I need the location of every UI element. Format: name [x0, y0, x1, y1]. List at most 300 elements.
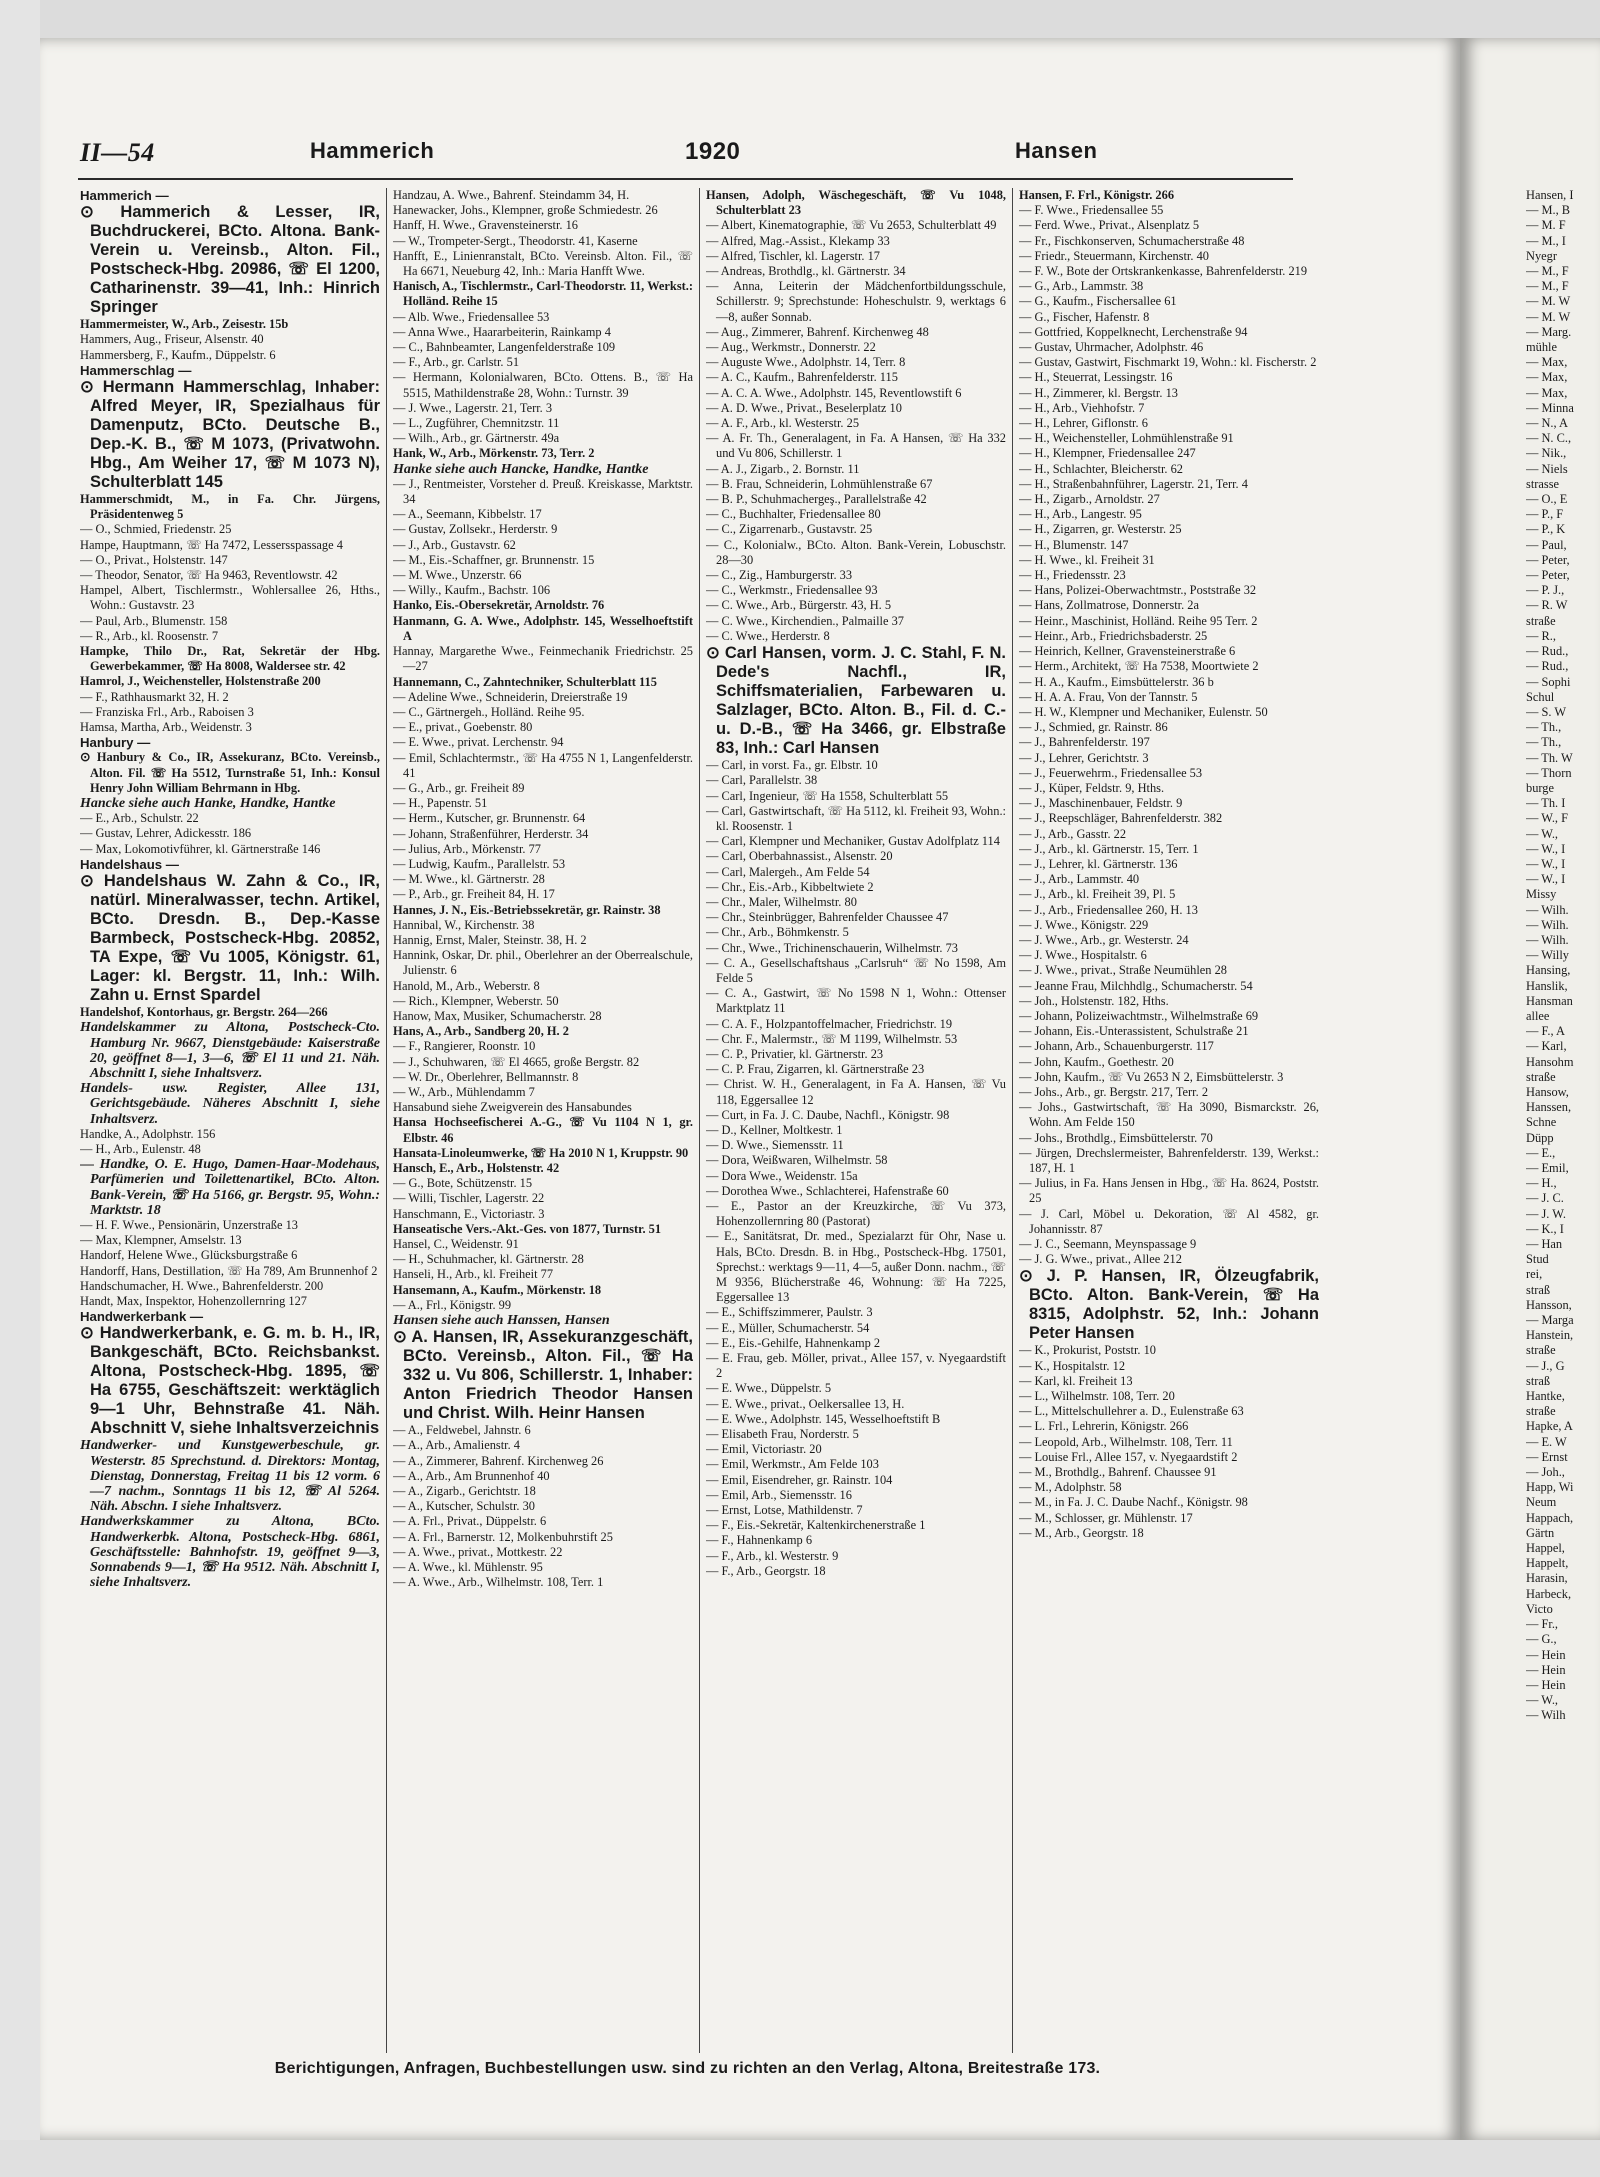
directory-entry: — A. F., Arb., kl. Westerstr. 25	[706, 416, 860, 431]
directory-entry: — J., Arb., kl. Gärtnerstr. 15, Terr. 1	[1019, 841, 1199, 856]
directory-entry: — Anna, Leiterin der Mädchenfortbildungsschule, Schillerstr. 9; Sprechstunde: Hoheschulstr. 9, werktags 6—8, außer Sonnab.	[706, 279, 1006, 324]
directory-column-1	[80, 188, 380, 2058]
directory-entry: Hammerschlag —	[80, 362, 192, 378]
directory-entry: — Heinrich, Kellner, Gravensteinerstraße 6	[1019, 644, 1236, 659]
facing-page-entry: — M. W	[1526, 294, 1571, 309]
directory-entry: — Leopold, Arb., Wilhelmstr. 108, Terr. 11	[1019, 1434, 1233, 1449]
directory-entry: ⊙ Handelshaus W. Zahn & Co., IR, natürl. Mineralwasser, techn. Artikel, BCto. Dresdn. B., Dep.-Kasse Barmbeck, Postscheck-Hbg. 20852, TA Expe, ☏ Vu 1005, Königstr. 61, Lager: kl. Bergstr. 11, Inh.: Wilh. Zahn u. Ernst Spardel	[80, 872, 380, 1005]
directory-entry: — J., Rentmeister, Vorsteher d. Preuß. Kreiskasse, Marktstr. 34	[393, 476, 693, 507]
directory-entry: Hanewacker, Johs., Klempner, große Schmiedestr. 26	[393, 203, 658, 218]
scan-top-border	[0, 0, 1600, 38]
directory-entry: — J., Arb., kl. Freiheit 39, Pl. 5	[1019, 887, 1176, 902]
directory-entry: — Carl, in vorst. Fa., gr. Elbstr. 10	[706, 758, 878, 773]
directory-entry: — J., Schmied, gr. Rainstr. 86	[1019, 720, 1168, 735]
facing-page-entry: straß	[1526, 1373, 1551, 1388]
directory-entry: — M., in Fa. J. C. Daube Nachf., Königstr. 98	[1019, 1495, 1248, 1510]
directory-entry: Handorf, Helene Wwe., Glücksburgstraße 6	[80, 1248, 298, 1263]
directory-entry: — M. Wwe., kl. Gärtnerstr. 28	[393, 872, 545, 887]
page-header	[80, 138, 1290, 172]
facing-page-entry: — Max,	[1526, 355, 1568, 370]
directory-entry: — L., Mittelschullehrer a. D., Eulenstraße 63	[1019, 1404, 1244, 1419]
directory-entry: Handelshof, Kontorhaus, gr. Bergstr. 264—266	[80, 1005, 328, 1020]
facing-page-entry: — Max,	[1526, 370, 1568, 385]
facing-page-entry: — Wilh	[1526, 1708, 1566, 1723]
directory-entry: — Gottfried, Koppelknecht, Lerchenstraße 94	[1019, 324, 1248, 339]
facing-page-entry: — Karl,	[1526, 1039, 1567, 1054]
facing-page-entry: — E.,	[1526, 1145, 1556, 1160]
directory-entry: — E., Pastor an der Kreuzkirche, ☏ Vu 373, Hohenzollernring 80 (Pastorat)	[706, 1198, 1006, 1229]
directory-entry: — H. A. A. Frau, Von der Tannstr. 5	[1019, 689, 1198, 704]
directory-entry: — Gustav, Zollsekr., Herderstr. 9	[393, 522, 558, 537]
directory-entry: — K., Prokurist, Poststr. 10	[1019, 1343, 1157, 1358]
directory-entry: — Theodor, Senator, ☏ Ha 9463, Reventlowstr. 42	[80, 568, 338, 583]
facing-page-entry: — P., K	[1526, 522, 1566, 537]
facing-page-entry: — R. W	[1526, 598, 1568, 613]
facing-page-entry: straße	[1526, 1069, 1556, 1084]
directory-entry: — Chr., Maler, Wilhelmstr. 80	[706, 894, 857, 909]
directory-entry: — Heinr., Maschinist, Holländ. Reihe 95 Terr. 2	[1019, 613, 1258, 628]
directory-entry: — Jürgen, Drechslermeister, Bahrenfelderstr. 139, Werkst.: 187, H. 1	[1019, 1145, 1319, 1175]
facing-page-entry: — Paul,	[1526, 537, 1567, 552]
directory-entry: Handwerkerbank —	[80, 1309, 204, 1325]
directory-entry: Hannibal, W., Kirchenstr. 38	[393, 917, 535, 932]
directory-entry: Hampe, Hauptmann, ☏ Ha 7472, Lessersspassage 4	[80, 537, 343, 552]
directory-entry: — A. C., Kaufm., Bahrenfelderstr. 115	[706, 370, 898, 385]
directory-entry: — Carl, Parallelstr. 38	[706, 773, 818, 788]
directory-entry: — J. Carl, Möbel u. Dekoration, ☏ Al 4582, gr. Johannisstr. 87	[1019, 1206, 1319, 1236]
facing-page-entry: Happelt,	[1526, 1556, 1569, 1571]
directory-entry: — A. Frl., Privat., Düppelstr. 6	[393, 1514, 547, 1529]
directory-entry: — E., Müller, Schumacherstr. 54	[706, 1320, 870, 1335]
directory-entry: Hansen, F. Frl., Königstr. 266	[1019, 188, 1175, 202]
directory-entry: Hanold, M., Arb., Weberstr. 8	[393, 978, 540, 993]
directory-entry: — Christ. W. H., Generalagent, in Fa A. Hansen, ☏ Vu 118, Eggersallee 12	[706, 1077, 1006, 1107]
directory-entry: Hammerich —	[80, 188, 169, 203]
facing-page-entry: — P. J.,	[1526, 583, 1565, 598]
directory-entry: — A. Fr. Th., Generalagent, in Fa. A Hansen, ☏ Ha 332 und Vu 806, Schillerstr. 1	[706, 431, 1006, 461]
directory-entry: — C. A., Gesellschaftshaus „Carlsruh“ ☏ No 1598, Am Felde 5	[706, 955, 1006, 985]
directory-entry: ⊙ Carl Hansen, vorm. J. C. Stahl, F. N. Dede's Nachfl., IR, Schiffsmaterialien, Farbewaren u. Salzlager, BCto. Alton. B., Fil. d. C.- u. D.-B., ☏ Ha 3466, gr. Elbstraße 83, Inh.: Carl Hansen	[706, 644, 1006, 758]
directory-entry: Hansen, Adolph, Wäschegeschäft, ☏ Vu 1048, Schulterblatt 23	[706, 188, 1006, 218]
directory-entry: — A. Wwe., kl. Mühlenstr. 95	[393, 1560, 543, 1575]
directory-entry: Hammerschmidt, M., in Fa. Chr. Jürgens, Präsidentenweg 5	[80, 492, 380, 522]
directory-entry: ⊙ Hanbury & Co., IR, Assekuranz, BCto. Vereinsb., Alton. Fil. ☏ Ha 5512, Turnstraße 51, Inh.: Konsul Henry John William Behrmann in Hbg.	[80, 750, 380, 795]
directory-entry: — Max, Lokomotivführer, kl. Gärtnerstraße 146	[80, 841, 321, 856]
directory-entry: ⊙ A. Hansen, IR, Assekuranzgeschäft, BCto. Vereinsb., Alton. Fil., ☏ Ha 332 u. Vu 806, Schillerstr. 1, Inhaber: Anton Friedrich Theodor Hansen und Christ. Wilh. Heinr Hansen	[393, 1328, 693, 1423]
directory-entry: Hansel, C., Weidenstr. 91	[393, 1237, 519, 1252]
directory-entry: — Andreas, Brothdlg., kl. Gärtnerstr. 34	[706, 264, 906, 279]
facing-page-entry: straße	[1526, 1404, 1556, 1419]
directory-entry: — Johs., Brothdlg., Eimsbüttelerstr. 70	[1019, 1130, 1213, 1145]
facing-page-entry: Hansman	[1526, 993, 1573, 1008]
directory-entry: — Emil, Arb., Siemensstr. 16	[706, 1487, 852, 1502]
directory-entry: Hanke siehe auch Hancke, Handke, Hantke	[393, 461, 649, 477]
directory-year: 1920	[685, 138, 741, 165]
directory-entry: — J., Küper, Feldstr. 9, Hths.	[1019, 780, 1165, 795]
directory-entry: Hansen siehe auch Hanssen, Hansen	[393, 1313, 610, 1329]
directory-entry: — Herm., Architekt, ☏ Ha 7538, Moortwiete 2	[1019, 659, 1259, 674]
directory-entry: — Alfred, Mag.-Assist., Klekamp 33	[706, 233, 890, 248]
directory-entry: — A., Seemann, Kibbelstr. 17	[393, 507, 542, 522]
directory-entry: — C., Gärtnergeh., Holländ. Reihe 95.	[393, 704, 585, 719]
directory-entry: — M., Schlosser, gr. Mühlenstr. 17	[1019, 1510, 1193, 1525]
directory-entry: — Emil, Eisendreher, gr. Rainstr. 104	[706, 1472, 893, 1487]
directory-entry: Hannay, Margarethe Wwe., Feinmechanik Friedrichstr. 25—27	[393, 644, 693, 674]
directory-entry: — Elisabeth Frau, Norderstr. 5	[706, 1427, 859, 1442]
directory-entry: — M. Wwe., Unzerstr. 66	[393, 568, 522, 583]
directory-entry: — M., Arb., Georgstr. 18	[1019, 1525, 1144, 1540]
facing-page-entry: — M. W	[1526, 309, 1571, 324]
facing-page-entry: — R.,	[1526, 628, 1556, 643]
directory-entry: Hampke, Thilo Dr., Rat, Sekretär der Hbg. Gewerbekammer, ☏ Ha 8008, Waldersee str. 42	[80, 644, 380, 674]
directory-entry: — H., Schuhmacher, kl. Gärtnerstr. 28	[393, 1252, 584, 1267]
directory-entry: — H., Weichensteller, Lohmühlenstraße 91	[1019, 431, 1234, 446]
directory-entry: — Johann, Eis.-Unterassistent, Schulstraße 21	[1019, 1024, 1249, 1039]
directory-entry: — H., Klempner, Friedensallee 247	[1019, 446, 1196, 461]
directory-entry: — R., Arb., kl. Roosenstr. 7	[80, 628, 219, 643]
directory-entry: — Dora, Weißwaren, Wilhelmstr. 58	[706, 1153, 888, 1168]
directory-entry: — Handke, O. E. Hugo, Damen-Haar-Modehaus, Parfümerien und Toilettenartikel, BCto. Alton. Bank-Verein, ☏ Ha 5166, gr. Bergstr. 95, Wohn.: Marktstr. 18	[80, 1157, 380, 1218]
directory-entry: — Willi, Tischler, Lagerstr. 22	[393, 1191, 545, 1206]
directory-entry: Hammermeister, W., Arb., Zeisestr. 15b	[80, 317, 289, 332]
directory-entry: — E. Frau, geb. Möller, privat., Allee 157, v. Nyegaardstift 2	[706, 1351, 1006, 1381]
directory-entry: Hansemann, A., Kaufm., Mörkenstr. 18	[393, 1282, 602, 1297]
facing-page-entry: — Thorn	[1526, 765, 1572, 780]
directory-entry: — D., Kellner, Moltkestr. 1	[706, 1122, 843, 1137]
directory-entry: — Emil, Victoriastr. 20	[706, 1442, 822, 1457]
directory-entry: — J., Bahrenfelderstr. 197	[1019, 735, 1150, 750]
directory-entry: — F., Arb., kl. Westerstr. 9	[706, 1548, 839, 1563]
directory-entry: — Curt, in Fa. J. C. Daube, Nachfl., Königstr. 98	[706, 1107, 950, 1122]
directory-entry: — W. Dr., Oberlehrer, Bellmannstr. 8	[393, 1069, 579, 1084]
directory-entry: — C. P., Privatier, kl. Gärtnerstr. 23	[706, 1046, 884, 1061]
directory-entry: — J. Wwe., Lagerstr. 21, Terr. 3	[393, 400, 553, 415]
directory-entry: — Alfred, Tischler, kl. Lagerstr. 17	[706, 248, 880, 263]
directory-entry: — C., Kolonialw., BCto. Alton. Bank-Verein, Lobuschstr. 28—30	[706, 537, 1006, 567]
directory-entry: Hanschmann, E., Victoriastr. 3	[393, 1206, 545, 1221]
directory-entry: — J. Wwe., Königstr. 229	[1019, 917, 1149, 932]
left-keyword: Hammerich	[310, 138, 435, 163]
directory-entry: Handelskammer zu Altona, Postscheck-Cto. Hamburg Nr. 9667, Dienstgebäude: Kaiserstraße 20, geöffnet 8—1, 3—6, ☏ El 11 und 21. Näh. Abschnitt I, siehe Inhaltsverz.	[80, 1020, 380, 1081]
directory-entry: — Fr., Fischkonserven, Schumacherstraße 48	[1019, 233, 1245, 248]
scan-bottom-border	[0, 2140, 1600, 2177]
directory-entry: — E., Sanitätsrat, Dr. med., Spezialarzt für Ohr, Nase u. Hals, BCto. Dresdn. B. in Hbg., Postscheck-Hbg. 17501, Sprechst.: werktags 9—11, 4—5, außer Donn. nachm., ☏ M 9356, Blücherstraße 46, Wohnung: ☏ Ha 7225, Eggersallee 13	[706, 1229, 1006, 1305]
facing-page-entry: — Max,	[1526, 385, 1568, 400]
directory-entry: — A., Kutscher, Schulstr. 30	[393, 1499, 535, 1514]
directory-entry: Hank, W., Arb., Mörkenstr. 73, Terr. 2	[393, 446, 595, 461]
directory-entry: — J., Arb., Lammstr. 40	[1019, 872, 1140, 887]
facing-page-entry: Hansson,	[1526, 1297, 1572, 1312]
directory-entry: Handels- usw. Register, Allee 131, Gerichtsgebäude. Näheres Abschnitt I, siehe Inhaltsverz.	[80, 1081, 380, 1127]
directory-entry: Handwerker- und Kunstgewerbeschule, gr. Westerstr. 85 Sprechstund. d. Direktors: Montag, Dienstag, Donnerstag, Freitag 11 bis 12 vorm. 6—7 nachm., Sonntags 11 bis 12, ☏ Al 5264. Näh. Abschn. I siehe Inhaltsverz.	[80, 1438, 380, 1515]
directory-entry: Hanmann, G. A. Wwe., Adolphstr. 145, Wesselhoeftstift A	[393, 613, 693, 643]
facing-page-entry: — N. C.,	[1526, 431, 1572, 446]
directory-entry: Handt, Max, Inspektor, Hohenzollernring 127	[80, 1293, 307, 1308]
directory-entry: — Johs., Arb., gr. Bergstr. 217, Terr. 2	[1019, 1084, 1209, 1099]
directory-entry: — H., Lehrer, Giflonstr. 6	[1019, 416, 1148, 431]
directory-entry: — F. W., Bote der Ortskrankenkasse, Bahrenfelderstr. 219	[1019, 264, 1308, 279]
directory-entry: — J., Lehrer, Gerichtstr. 3	[1019, 750, 1149, 765]
column-divider	[699, 188, 700, 2053]
facing-page-entry: allee	[1526, 1008, 1550, 1023]
directory-entry: Hamrol, J., Weichensteller, Holstenstraße 200	[80, 674, 321, 689]
directory-entry: — M., Brothdlg., Bahrenf. Chaussee 91	[1019, 1465, 1217, 1480]
directory-entry: — A., Arb., Amalienstr. 4	[393, 1438, 521, 1453]
directory-entry: — J., Feuerwehrm., Friedensallee 53	[1019, 765, 1203, 780]
directory-entry: — Friedr., Steuermann, Kirchenstr. 40	[1019, 248, 1209, 263]
directory-entry: — F., Arb., gr. Carlstr. 51	[393, 355, 520, 370]
directory-column-2	[393, 188, 693, 2058]
directory-entry: — Hans, Zollmatrose, Donnerstr. 2a	[1019, 598, 1199, 613]
directory-entry: — F., Rangierer, Roonstr. 10	[393, 1039, 536, 1054]
directory-entry: — H. A., Kaufm., Eimsbüttelerstr. 36 b	[1019, 674, 1214, 689]
facing-page-entry: — W., F	[1526, 811, 1569, 826]
directory-entry: — Auguste Wwe., Adolphstr. 14, Terr. 8	[706, 355, 906, 370]
directory-entry: — H., Zigarren, gr. Westerstr. 25	[1019, 522, 1182, 537]
directory-entry: Hanseatische Vers.-Akt.-Ges. von 1877, Turnstr. 51	[393, 1221, 662, 1236]
directory-entry: — E., Arb., Schulstr. 22	[80, 811, 199, 826]
facing-page-entry: — Wilh.	[1526, 932, 1569, 947]
column-divider	[1012, 188, 1013, 2053]
facing-page-entry: — O., E	[1526, 492, 1568, 507]
directory-entry: — E., Schiffszimmerer, Paulstr. 3	[706, 1305, 873, 1320]
facing-page-entry: — Minna	[1526, 400, 1574, 415]
directory-entry: Hannemann, C., Zahntechniker, Schulterblatt 115	[393, 674, 657, 689]
facing-page-column	[1526, 188, 1600, 2058]
directory-entry: — Johs., Gastwirtschaft, ☏ Ha 3090, Bismarckstr. 26, Wohn. Am Felde 150	[1019, 1100, 1319, 1130]
facing-page-entry: Hapke, A	[1526, 1419, 1573, 1434]
directory-entry: Hammers, Aug., Friseur, Alsenstr. 40	[80, 332, 264, 347]
directory-entry: — C. Wwe., Kirchendien., Palmaille 37	[706, 613, 904, 628]
directory-entry: — Adeline Wwe., Schneiderin, Dreierstraße 19	[393, 689, 628, 704]
page-number: II—54	[80, 138, 155, 167]
directory-entry: — Alb. Wwe., Friedensallee 53	[393, 309, 550, 324]
directory-entry: — C., Zigarrenarb., Gustavstr. 25	[706, 522, 873, 537]
facing-page-entry: — Hein	[1526, 1647, 1566, 1662]
directory-entry: — Ferd. Wwe., Privat., Alsenplatz 5	[1019, 218, 1200, 233]
directory-entry: — Emil, Schlachtermstr., ☏ Ha 4755 N 1, Langenfelderstr. 41	[393, 750, 693, 780]
facing-page-entry: — Han	[1526, 1237, 1563, 1252]
directory-entry: — Julius, in Fa. Hans Jensen in Hbg., ☏ Ha. 8624, Poststr. 25	[1019, 1176, 1319, 1206]
facing-page-entry: Victo	[1526, 1601, 1553, 1616]
directory-entry: Hanbury —	[80, 735, 151, 751]
facing-page-entry: Harbeck,	[1526, 1586, 1572, 1601]
directory-entry: — W., Trompeter-Sergt., Theodorstr. 41, Kaserne	[393, 233, 638, 248]
column-divider	[386, 188, 387, 2053]
directory-entry: — H., Steuerrat, Lessingstr. 16	[1019, 370, 1173, 385]
facing-page-entry: — W., I	[1526, 841, 1566, 856]
right-keyword: Hansen	[1015, 138, 1098, 163]
directory-entry: — E., privat., Goebenstr. 80	[393, 720, 533, 735]
directory-entry: — G., Bote, Schützenstr. 15	[393, 1176, 533, 1191]
directory-entry: — C. A., Gastwirt, ☏ No 1598 N 1, Wohn.: Ottenser Marktplatz 11	[706, 986, 1006, 1016]
directory-entry: — W., Arb., Mühlendamm 7	[393, 1084, 535, 1099]
facing-page-entry: Hanslik,	[1526, 978, 1568, 993]
directory-entry: Hampel, Albert, Tischlermstr., Wohlersallee 26, Hths., Wohn.: Gustavstr. 23	[80, 583, 380, 613]
directory-entry: — John, Kaufm., Goethestr. 20	[1019, 1054, 1174, 1069]
facing-page-entry: — Peter,	[1526, 552, 1570, 567]
facing-page-entry: — Sophi	[1526, 674, 1571, 689]
facing-page-entry: — M. F	[1526, 218, 1566, 233]
directory-entry: — Gustav, Uhrmacher, Adolphstr. 46	[1019, 340, 1204, 355]
directory-entry: — A., Arb., Am Brunnenhof 40	[393, 1468, 550, 1483]
directory-entry: Hanseli, H., Arb., kl. Freiheit 77	[393, 1267, 554, 1282]
directory-entry: — Chr. F., Malermstr., ☏ M 1199, Wilhelmstr. 53	[706, 1031, 958, 1046]
directory-entry: — L., Wilhelmstr. 108, Terr. 20	[1019, 1389, 1175, 1404]
directory-entry: Handorff, Hans, Destillation, ☏ Ha 789, Am Brunnenhof 2	[80, 1263, 378, 1278]
facing-page-entry: Happach,	[1526, 1510, 1574, 1525]
directory-entry: — Julius, Arb., Mörkenstr. 77	[393, 841, 542, 856]
directory-entry: — F., Arb., Georgstr. 18	[706, 1563, 826, 1578]
facing-page-entry: — W.,	[1526, 826, 1559, 841]
directory-entry: — C. Wwe., Herderstr. 8	[706, 628, 830, 643]
directory-entry: — B. Frau, Schneiderin, Lohmühlenstraße 67	[706, 476, 933, 491]
directory-entry: — Carl, Gastwirtschaft, ☏ Ha 5112, kl. Freiheit 93, Wohn.: kl. Roosenstr. 1	[706, 803, 1006, 833]
directory-entry: Hannig, Ernst, Maler, Steinstr. 38, H. 2	[393, 932, 587, 947]
directory-entry: — Aug., Zimmerer, Bahrenf. Kirchenweg 48	[706, 324, 929, 339]
directory-entry: — J., Reepschläger, Bahrenfelderstr. 382	[1019, 811, 1223, 826]
directory-entry: — J. Wwe., privat., Straße Neumühlen 28	[1019, 963, 1227, 978]
directory-entry: — C., Zig., Hamburgerstr. 33	[706, 568, 853, 583]
directory-entry: — H., Zimmerer, kl. Bergstr. 13	[1019, 385, 1178, 400]
directory-entry: — Ludwig, Kaufm., Parallelstr. 53	[393, 856, 566, 871]
directory-entry: — J., Arb., Gustavstr. 62	[393, 537, 516, 552]
facing-page-entry: — M., F	[1526, 279, 1569, 294]
facing-page-entry: Nyegr	[1526, 248, 1557, 263]
directory-entry: — J., Schuhwaren, ☏ El 4665, große Bergstr. 82	[393, 1054, 640, 1069]
directory-entry: — H., Arb., Eulenstr. 48	[80, 1141, 201, 1156]
facing-page-entry: — Marg.	[1526, 324, 1572, 339]
directory-entry: — M., Eis.-Schaffner, gr. Brunnenstr. 15	[393, 552, 595, 567]
directory-entry: — J., Arb., Gasstr. 22	[1019, 826, 1127, 841]
facing-page-entry: — H.,	[1526, 1176, 1557, 1191]
directory-entry: Handzau, A. Wwe., Bahrenf. Steindamm 34, H.	[393, 188, 630, 202]
facing-page-entry: strasse	[1526, 476, 1560, 491]
scan-left-border	[0, 0, 40, 2177]
directory-entry: — A., Zigarb., Gerichtstr. 18	[393, 1484, 536, 1499]
directory-entry: — H., Zigarb., Arnoldstr. 27	[1019, 492, 1160, 507]
header-rule	[78, 178, 1293, 180]
facing-page-entry: — Th. I	[1526, 796, 1566, 811]
facing-page-entry: — F., A	[1526, 1024, 1565, 1039]
directory-entry: — John, Kaufm., ☏ Vu 2653 N 2, Eimsbüttelerstr. 3	[1019, 1069, 1284, 1084]
directory-column-3	[706, 188, 1006, 2058]
directory-entry: — E. Wwe., Düppelstr. 5	[706, 1381, 832, 1396]
directory-entry: — H., Papenstr. 51	[393, 796, 488, 811]
directory-entry: Hansch, E., Arb., Holstenstr. 42	[393, 1161, 560, 1175]
directory-entry: — H., Straßenbahnführer, Lagerstr. 21, Terr. 4	[1019, 476, 1248, 491]
directory-entry: — A., Frl., Königstr. 99	[393, 1297, 512, 1312]
facing-page-entry: — J. W.	[1526, 1206, 1566, 1221]
directory-entry: Hancke siehe auch Hanke, Handke, Hantke	[80, 796, 336, 812]
directory-entry: — O., Privat., Holstenstr. 147	[80, 552, 228, 567]
facing-page-entry: — Peter,	[1526, 568, 1570, 583]
facing-page-entry: — Th. W	[1526, 750, 1573, 765]
directory-entry: Handelshaus —	[80, 856, 179, 872]
directory-entry: — C. Wwe., Arb., Bürgerstr. 43, H. 5	[706, 598, 892, 613]
facing-page-entry: — Wilh.	[1526, 917, 1569, 932]
directory-entry: — J. Wwe., Arb., gr. Westerstr. 24	[1019, 932, 1189, 947]
directory-entry: — C., Werkmstr., Friedensallee 93	[706, 583, 878, 598]
directory-entry: — G., Kaufm., Fischersallee 61	[1019, 294, 1177, 309]
directory-entry: Hanfft, E., Linienranstalt, BCto. Vereinsb. Alton. Fil., ☏ Ha 6671, Neueburg 42, Inh.: Maria Hanfft Wwe.	[393, 248, 693, 279]
directory-entry: — Gustav, Gastwirt, Fischmarkt 19, Wohn.: kl. Fischerstr. 2	[1019, 355, 1317, 370]
directory-entry: Hannink, Oskar, Dr. phil., Oberlehrer an der Oberrealschule, Julienstr. 6	[393, 948, 693, 978]
directory-entry: — L., Zugführer, Chemnitzstr. 11	[393, 416, 560, 431]
directory-entry: — Herm., Kutscher, gr. Brunnenstr. 64	[393, 811, 586, 826]
directory-entry: — H., Arb., Langestr. 95	[1019, 507, 1142, 522]
facing-page-entry: Gärtn	[1526, 1525, 1555, 1540]
facing-page-entry: — J., G	[1526, 1358, 1565, 1373]
directory-entry: — Wilh., Arb., gr. Gärtnerstr. 49a	[393, 431, 560, 446]
directory-entry: Hanko, Eis.-Obersekretär, Arnoldstr. 76	[393, 598, 605, 613]
directory-entry: Handschumacher, H. Wwe., Bahrenfelderstr. 200	[80, 1278, 324, 1293]
directory-entry: Handwerkskammer zu Altona, BCto. Handwerkerbk. Altona, Postscheck-Hbg. 6861, Geschäftsstelle: Bahnhofstr. 19, geöffnet 9—3, Sonnabends 9—1, ☏ Ha 9512. Näh. Abschnitt I, siehe Inhaltsverz.	[80, 1514, 380, 1591]
facing-page-entry: Hansing,	[1526, 963, 1571, 978]
directory-entry: — Anna Wwe., Haararbeiterin, Rainkamp 4	[393, 324, 611, 339]
directory-entry: ⊙ Hammerich & Lesser, IR, Buchdruckerei, BCto. Altona. Bank-Verein u. Vereinsb., Alton. Fil., Postscheck-Hbg. 20986, ☏ El 1200, Catharinenstr. 39—41, Inh.: Hinrich Springer	[80, 203, 380, 317]
facing-page-entry: — Niels	[1526, 461, 1568, 476]
directory-entry: Hamsa, Martha, Arb., Weidenstr. 3	[80, 720, 252, 735]
directory-entry: — Johann, Arb., Schauenburgerstr. 117	[1019, 1039, 1214, 1054]
directory-entry: — J. G. Wwe., privat., Allee 212	[1019, 1252, 1182, 1267]
directory-entry: — G., Arb., Lammstr. 38	[1019, 279, 1144, 294]
facing-page-entry: Stud	[1526, 1252, 1549, 1267]
directory-entry: — A. Frl., Barnerstr. 12, Molkenbuhrstift 25	[393, 1529, 613, 1544]
directory-entry: — C., Buchhalter, Friedensallee 80	[706, 507, 881, 522]
directory-entry: — Chr., Wwe., Trichinenschauerin, Wilhelmstr. 73	[706, 940, 958, 955]
directory-entry: — Hermann, Kolonialwaren, BCto. Ottens. B., ☏ Ha 5515, Mathildenstraße 28, Wohn.: Turnstr. 39	[393, 370, 693, 400]
facing-page-entry: — G.,	[1526, 1632, 1557, 1647]
facing-page-entry: Hanssen,	[1526, 1100, 1572, 1115]
directory-entry: — E. Wwe., Adolphstr. 145, Wesselhoeftstift B	[706, 1411, 941, 1426]
directory-entry: — Carl, Ingenieur, ☏ Ha 1558, Schulterblatt 55	[706, 788, 949, 803]
directory-entry: — Willy., Kaufm., Bachstr. 106	[393, 583, 551, 598]
directory-entry: — B. P., Schuhmachergeş., Parallelstraße 42	[706, 492, 927, 507]
page-footer: Berichtigungen, Anfragen, Buchbestellungen usw. sind zu richten an den Verlag, Altona, Breitestraße 173.	[274, 2060, 1101, 2077]
facing-page-entry: — W., I	[1526, 872, 1566, 887]
directory-entry: — C. A. F., Holzpantoffelmacher, Friedrichstr. 19	[706, 1016, 953, 1031]
facing-page-entry: — Th.,	[1526, 735, 1562, 750]
facing-page-entry: Hanstein,	[1526, 1328, 1574, 1343]
facing-page-entry: Happel,	[1526, 1541, 1565, 1556]
facing-page-entry: — Marga	[1526, 1313, 1574, 1328]
directory-entry: Hanisch, A., Tischlermstr., Carl-Theodorstr. 11, Werkst.: Holländ. Reihe 15	[393, 279, 693, 309]
directory-entry: ⊙ Handwerkerbank, e. G. m. b. H., IR, Bankgeschäft, BCto. Reichsbankst. Altona, Postscheck-Hbg. 1895, ☏ Ha 6755, Geschäftszeit: werktäglich 9—1 Uhr, Behnstraße 41. Näh. Abschnitt V, siehe Inhaltsverzeichnis	[80, 1324, 380, 1438]
directory-entry: — Aug., Werkmstr., Donnerstr. 22	[706, 340, 876, 355]
directory-entry: — Chr., Arb., Böhmkenstr. 5	[706, 925, 849, 940]
directory-entry: — Karl, kl. Freiheit 13	[1019, 1373, 1133, 1388]
directory-entry: Hansabund siehe Zweigverein des Hansabundes	[393, 1100, 632, 1115]
directory-entry: Hansata-Linoleumwerke, ☏ Ha 2010 N 1, Kruppstr. 90	[393, 1145, 689, 1160]
facing-page-entry: — Hein	[1526, 1677, 1566, 1692]
directory-entry: — Gustav, Lehrer, Adickesstr. 186	[80, 826, 252, 841]
directory-entry: — Johann, Straßenführer, Herderstr. 34	[393, 826, 589, 841]
directory-entry: — J., Lehrer, kl. Gärtnerstr. 136	[1019, 856, 1178, 871]
directory-entry: — H., Arb., Viehhofstr. 7	[1019, 400, 1145, 415]
directory-entry: — J., Maschinenbauer, Feldstr. 9	[1019, 796, 1183, 811]
directory-entry: Hanow, Max, Musiker, Schumacherstr. 28	[393, 1008, 602, 1023]
facing-page-entry: Hantke,	[1526, 1389, 1565, 1404]
facing-page-entry: — Fr.,	[1526, 1617, 1559, 1632]
directory-entry: — H., Blumenstr. 147	[1019, 537, 1129, 552]
directory-entry: — H. Wwe., kl. Freiheit 31	[1019, 552, 1155, 567]
directory-entry: — Dorothea Wwe., Schlachterei, Hafenstraße 60	[706, 1183, 949, 1198]
directory-entry: — G., Arb., gr. Freiheit 89	[393, 780, 525, 795]
facing-page-entry: straß	[1526, 1282, 1551, 1297]
directory-entry: — D. Wwe., Siemensstr. 11	[706, 1138, 844, 1153]
directory-entry: Hans, A., Arb., Sandberg 20, H. 2	[393, 1024, 569, 1039]
